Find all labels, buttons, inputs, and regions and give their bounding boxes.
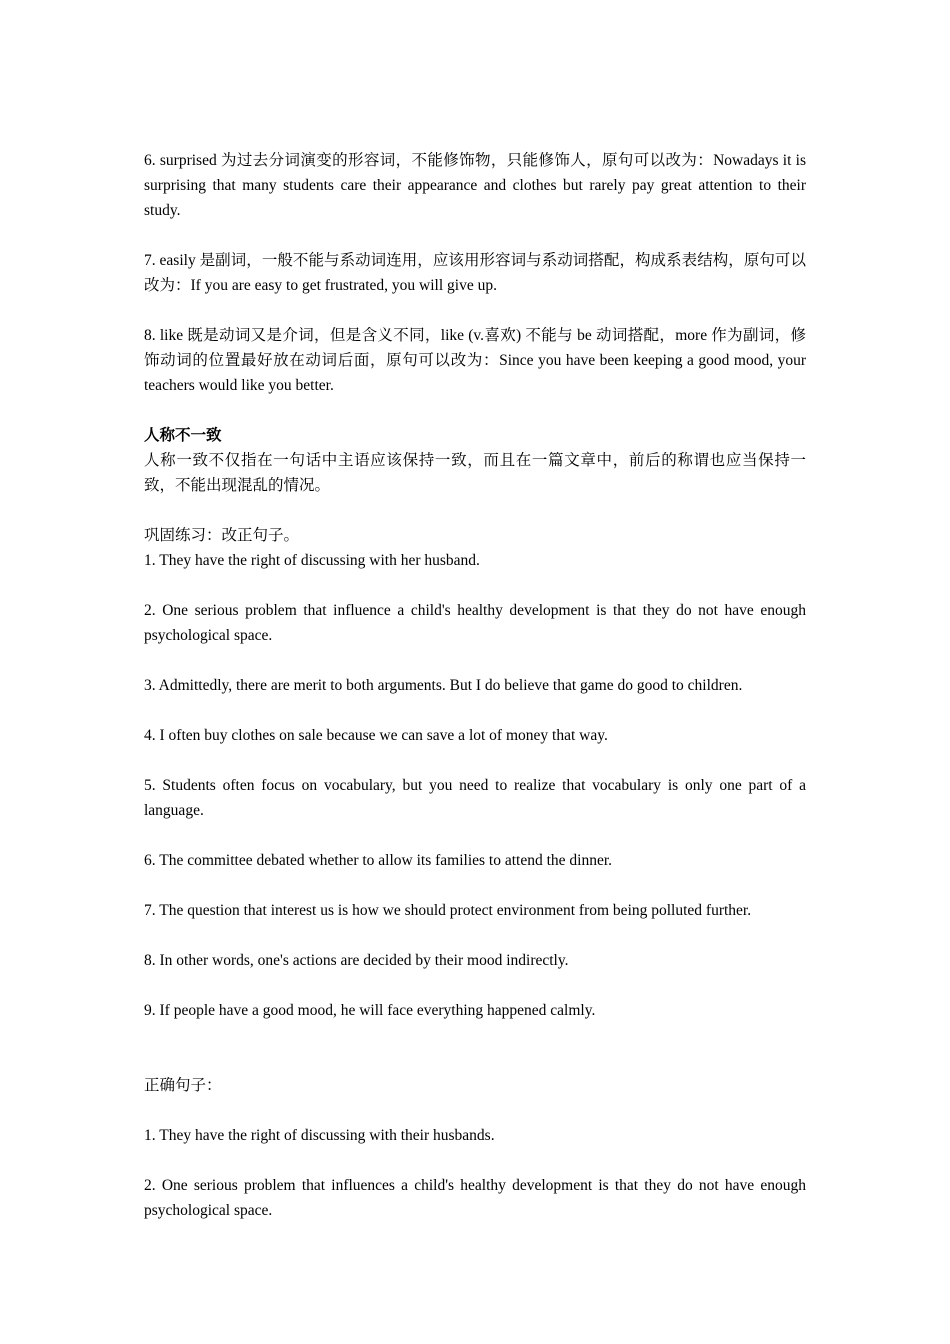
exercise-item-9: 9. If people have a good mood, he will face everything happened calmly. bbox=[144, 1002, 596, 1019]
document-page bbox=[144, 148, 806, 1248]
exercise-item-5: 5. Students often focus on vocabulary, but you need to realize that vocabulary is only one part of a language. bbox=[144, 777, 806, 819]
exercise-item-8: 8. In other words, one's actions are decided by their mood indirectly. bbox=[144, 952, 569, 969]
note-7: 7. easily 是副词，一般不能与系动词连用，应该用形容词与系动词搭配，构成系表结构，原句可以改为：If you are easy to get frustrated, you will give up. bbox=[144, 252, 806, 294]
answer-item-1: 1. They have the right of discussing with their husbands. bbox=[144, 1127, 495, 1144]
exercise-item-2: 2. One serious problem that influence a child's healthy development is that they do not have enough psychological space. bbox=[144, 602, 806, 644]
exercise-item-6: 6. The committee debated whether to allow its families to attend the dinner. bbox=[144, 852, 613, 869]
note-6: 6. surprised 为过去分词演变的形容词，不能修饰物，只能修饰人，原句可以改为：Nowadays it is surprising that many students care their appearance and clothes but rarely pay great attention to their study. bbox=[144, 152, 806, 219]
exercise-item-3: 3. Admittedly, there are merit to both arguments. But I do believe that game do good to children. bbox=[144, 677, 743, 694]
section-title: 人称不一致 bbox=[144, 427, 222, 444]
answer-item-2: 2. One serious problem that influences a child's healthy development is that they do not have enough psychological space. bbox=[144, 1177, 806, 1219]
section-spacer bbox=[144, 1023, 806, 1073]
answers-label: 正确句子： bbox=[144, 1077, 222, 1094]
exercise-label: 巩固练习：改正句子。 bbox=[144, 527, 300, 544]
section-description: 人称一致不仅指在一句话中主语应该保持一致，而且在一篇文章中，前后的称谓也应当保持一致，不能出现混乱的情况。 bbox=[144, 452, 806, 494]
note-8: 8. like 既是动词又是介词，但是含义不同，like (v.喜欢) 不能与 be 动词搭配，more 作为副词，修饰动词的位置最好放在动词后面，原句可以改为：Since you have been keeping a good mood, your teachers would like you better. bbox=[144, 327, 806, 394]
exercise-item-4: 4. I often buy clothes on sale because we can save a lot of money that way. bbox=[144, 727, 608, 744]
exercise-item-1: 1. They have the right of discussing with her husband. bbox=[144, 552, 480, 569]
exercise-item-7: 7. The question that interest us is how we should protect environment from being polluted further. bbox=[144, 902, 752, 919]
